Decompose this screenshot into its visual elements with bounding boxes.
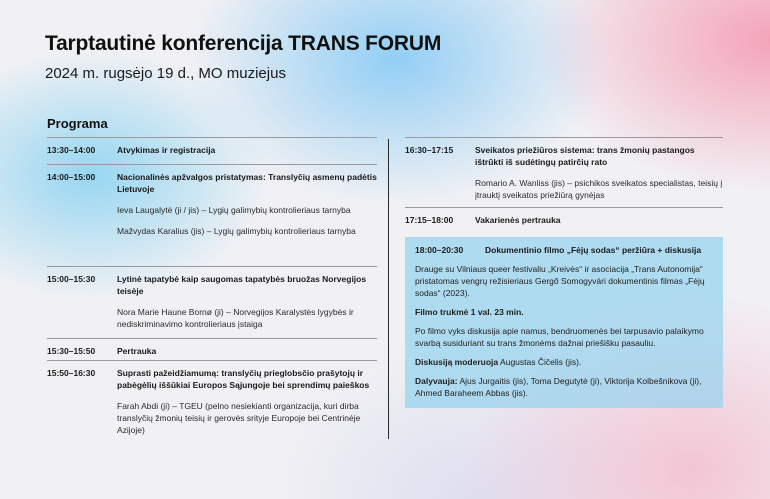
participants-label: Dalyvauja:	[415, 376, 458, 386]
entry-title: Suprasti pažeidžiamumą: translyčių prieglobsčio prašytojų ir pabėgėlių iššūkiai Europos Sąjungoje bei sprendimų paieškos	[117, 368, 370, 390]
entry-time: 17:15–18:00	[405, 215, 454, 225]
entry-time: 15:00–15:30	[47, 274, 96, 284]
entry-time: 14:00–15:00	[47, 172, 96, 182]
entry-speaker: Ieva Laugalytė (ji / jis) – Lygių galimybių kontrolieriaus tarnyba	[117, 205, 351, 215]
program-entry	[405, 137, 723, 207]
entry-time: 13:30–14:00	[47, 145, 96, 155]
entry-speaker: Mažvydas Karalius (jis) – Lygių galimybių kontrolieriaus tarnyba	[117, 226, 356, 236]
program-entry	[47, 266, 377, 338]
entry-time: 15:50–16:30	[47, 368, 96, 378]
program-entry	[47, 137, 377, 164]
program-entry	[405, 207, 723, 237]
program-left-column	[47, 137, 377, 436]
participants-line	[415, 375, 713, 399]
film-screening-box	[405, 237, 723, 408]
participants-names: Ajus Jurgaitis (jis), Toma Degutytė (ji), Viktorija Kolbešnikova (ji), Ahmed Baraheem Abbas (jis).	[415, 376, 702, 398]
entry-time: 18:00–20:30	[415, 245, 464, 255]
entry-time: 16:30–17:15	[405, 145, 454, 155]
moderator-label: Diskusiją moderuoja	[415, 357, 499, 367]
entry-speaker: Farah Abdi (ji) – TGEU (pelno nesiekianti organizacija, kuri dirba translyčių žmonių teisių ir gerovės srityje Europoje bei Centrinėje Azijoje)	[117, 401, 361, 435]
entry-speaker: Romario A. Wanliss (jis) – psichikos sveikatos specialistas, teisių į įtrauktį sveikatos priežiūrą gynėjas	[475, 178, 723, 200]
entry-title: Sveikatos priežiūros sistema: trans žmonių pastangos ištrūkti iš sudėtingų patirčių rato	[475, 145, 695, 167]
program-right-column	[405, 137, 723, 408]
page-title: Tarptautinė konferencija TRANS FORUM	[45, 32, 442, 55]
film-duration: Filmo trukmė 1 val. 23 min.	[415, 307, 524, 317]
program-entry	[47, 164, 377, 266]
program-entry	[47, 338, 377, 360]
program-heading: Programa	[47, 116, 108, 131]
moderator-name: Augustas Čičelis (jis).	[500, 357, 582, 367]
entry-title: Dokumentinio filmo „Fėjų sodas“ peržiūra + diskusija	[485, 245, 702, 255]
program-entry	[47, 360, 377, 436]
moderator-line	[415, 356, 713, 368]
entry-speaker: Nora Marie Haune Bornø (ji) – Norvegijos Karalystės lygybės ir nediskriminavimo kontrolieriaus įstaiga	[117, 307, 354, 329]
entry-title: Atvykimas ir registracija	[117, 145, 216, 155]
entry-title: Lytinė tapatybė kaip saugomas tapatybės bruožas Norvegijos teisėje	[117, 274, 367, 296]
entry-title: Nacionalinės apžvalgos pristatymas: Translyčių asmenų padėtis Lietuvoje	[117, 172, 377, 194]
film-description: Drauge su Vilniaus queer festivaliu „Kreivės“ ir asociacija „Trans Autonomija“ pristatomas vengrų režisieriaus Gergő Somogyvári dokumentinis filmas „Fėjų sodas“ (2023).	[415, 264, 705, 298]
event-date-location: 2024 m. rugsėjo 19 d., MO muziejus	[45, 65, 286, 82]
entry-title: Vakarienės pertrauka	[475, 215, 561, 225]
entry-time: 15:30–15:50	[47, 346, 96, 356]
column-divider	[388, 139, 389, 439]
discussion-text: Po filmo vyks diskusija apie namus, bendruomenės bei tarpusavio palaikymo svarbą susiduriant su trans žmonėms dažnai priešišku pasauliu.	[415, 326, 704, 348]
entry-title: Pertrauka	[117, 346, 157, 356]
